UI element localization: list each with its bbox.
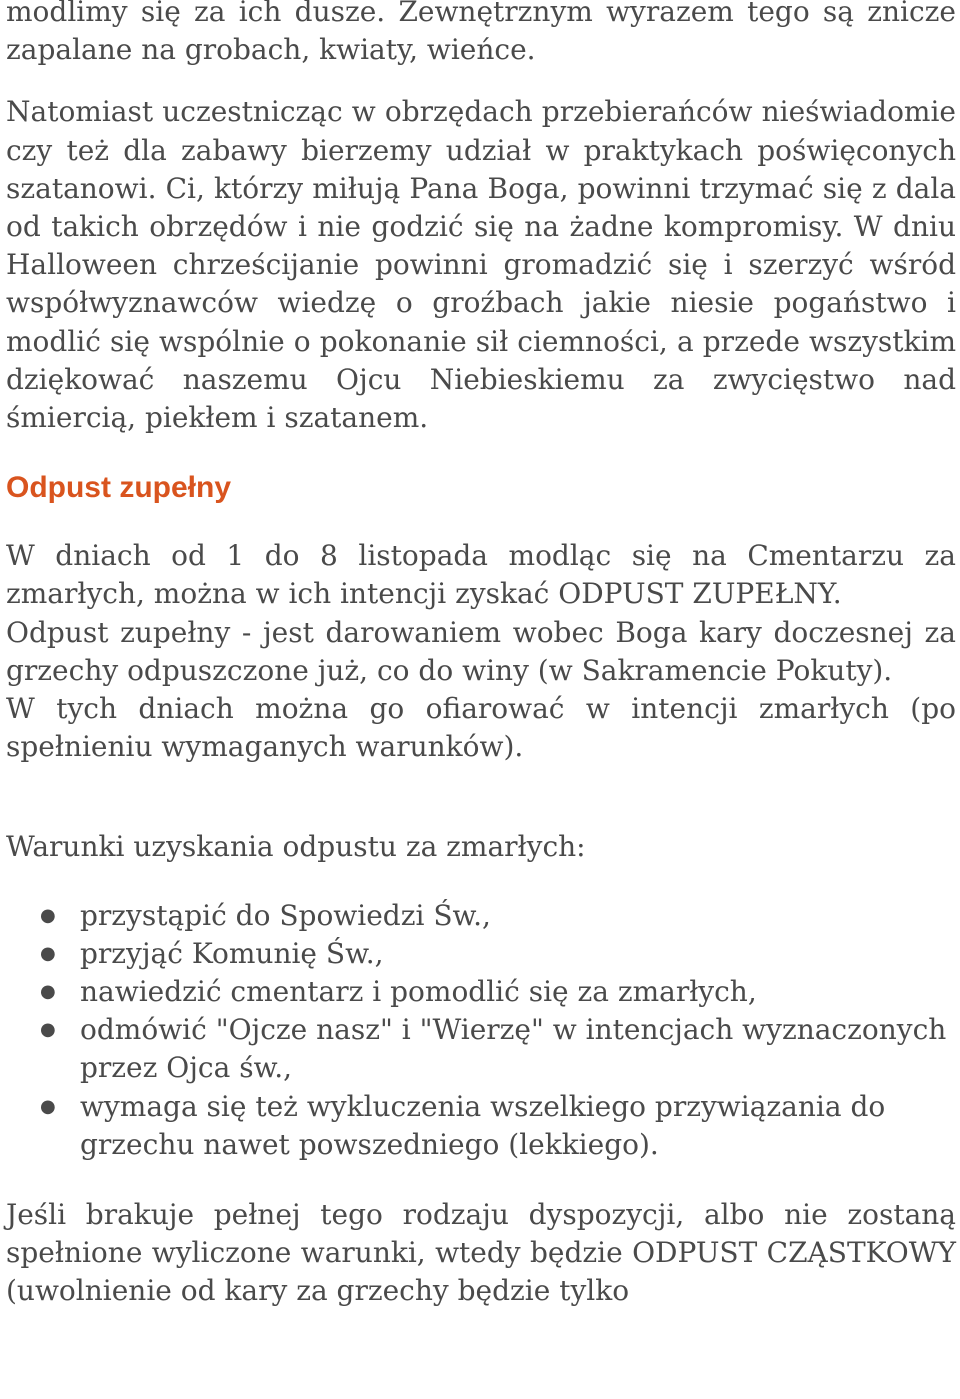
- indulgence-line-1: W dniach od 1 do 8 listopada modląc się na Cmentarzu za zmarłych, można w ich intencji zyskać ODPUST ZUPEŁNY.: [6, 539, 956, 611]
- condition-text: przyjąć Komunię Św.,: [80, 936, 384, 970]
- paragraph-closing: Jeśli brakuje pełnej tego rodzaju dyspozycji, albo nie zostaną spełnione wyliczone warunki, wtedy będzie ODPUST CZĄSTKOWY (uwolnienie od kary za grzechy będzie tylko: [6, 1198, 956, 1308]
- bullet-icon: ●: [40, 981, 56, 1003]
- indulgence-line-3: W tych dniach można go ofiarować w intencji zmarłych (po spełnieniu wymaganych warunków).: [6, 692, 956, 764]
- conditions-list: [6, 897, 956, 1164]
- bullet-icon: ●: [40, 942, 56, 964]
- condition-text: wymaga się też wykluczenia wszelkiego przywiązania do grzechu nawet powszedniego (lekkiego).: [80, 1089, 886, 1161]
- condition-text: przystąpić do Spowiedzi Św.,: [80, 898, 491, 932]
- conditions-title: Warunki uzyskania odpustu za zmarłych:: [6, 830, 586, 864]
- condition-text: nawiedzić cmentarz i pomodlić się za zmarłych,: [80, 975, 757, 1009]
- list-item: [40, 935, 956, 973]
- paragraph-halloween: Natomiast uczestnicząc w obrzędach przebierańców nieświadomie czy też dla zabawy bierzemy udział w praktykach poświęconych szatanowi. Ci, którzy miłują Pana Boga, powinni trzymać się z dala od takich obrzędów i nie godzić się na żadne kompromisy. W dniu Halloween chrześcijanie powinni gromadzić się i szerzyć wśród współwyznawców wiedzę o groźbach jakie niesie pogaństwo i modlić się wspólnie o pokonanie sił ciemności, a przede wszystkim dziękować naszemu Ojcu Niebieskiemu za zwycięstwo nad śmiercią, piekłem i szatanem.: [6, 95, 956, 435]
- list-item: [40, 1088, 956, 1164]
- indulgence-line-2: Odpust zupełny - jest darowaniem wobec Boga kary doczesnej za grzechy odpuszczone już, co do winy (w Sakramencie Pokuty).: [6, 615, 956, 687]
- section-heading-indulgence: Odpust zupełny: [6, 471, 231, 505]
- bullet-icon: ●: [40, 1019, 56, 1041]
- bullet-icon: ●: [40, 904, 56, 926]
- paragraph-indulgence: [6, 537, 956, 766]
- paragraph-intro-tail: modlimy się za ich dusze. Zewnętrznym wyrazem tego są znicze zapalane na grobach, kwiaty, wieńce.: [6, 0, 956, 67]
- bullet-icon: ●: [40, 1095, 56, 1117]
- condition-text: odmówić "Ojcze nasz" i "Wierzę" w intencjach wyznaczonych przez Ojca św.,: [80, 1013, 947, 1085]
- list-item: [40, 1011, 956, 1087]
- list-item: [40, 973, 956, 1011]
- list-item: [40, 897, 956, 935]
- document-page: [6, 0, 956, 1311]
